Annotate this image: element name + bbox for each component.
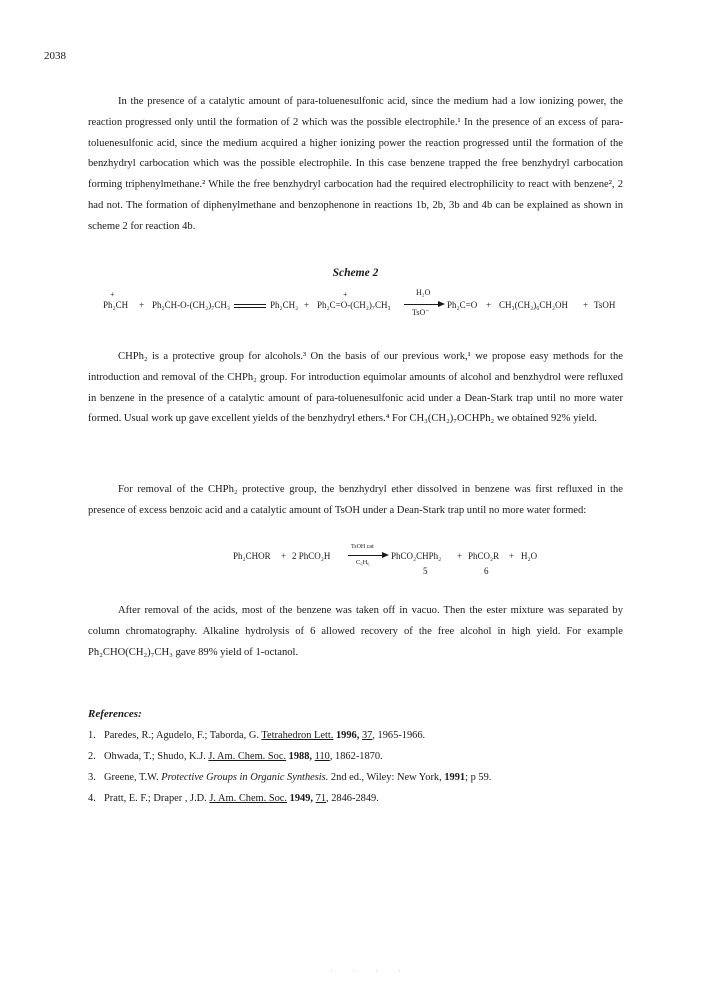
reference-pages: , 1965-1966.: [372, 730, 426, 741]
reference-pages: , 2846-2849.: [326, 793, 379, 804]
reference-pages: , 1862-1870.: [329, 751, 383, 762]
reference-number: 4.: [88, 793, 96, 804]
reference-volume: 110: [314, 751, 330, 762]
reference-year: 1988,: [286, 751, 313, 762]
scheme-reactant-2: Ph₂CH-O-(CH₂)₇CH₃: [152, 300, 231, 310]
eq-arrowhead: [382, 552, 389, 558]
scan-artifact: · · · ·: [330, 967, 410, 976]
eq-reactant-2: 2 PhCO₂H: [292, 551, 331, 561]
arrow-reagent-bottom: TsO⁻: [412, 308, 430, 317]
eq-arrow: [348, 555, 382, 556]
eq-plus-1: +: [281, 551, 287, 561]
scheme-plus-1: +: [139, 300, 145, 310]
equilibrium-arrow-top: [234, 304, 266, 305]
scheme-product-5: TsOH: [594, 300, 616, 310]
reference-year: 1991: [444, 772, 466, 783]
reference-pages: ; p 59.: [465, 772, 492, 783]
references-title: References:: [88, 708, 142, 720]
compound-6-label: 6: [484, 566, 489, 576]
scheme-plus-2: +: [304, 300, 310, 310]
eq-plus-3: +: [509, 551, 515, 561]
eq-arrow-top: TsOH cat: [351, 544, 374, 550]
reference-journal: Tetrahedron Lett.: [261, 730, 334, 741]
reference-authors: Paredes, R.; Agudelo, F.; Taborda, G.: [104, 730, 262, 741]
reference-edition: 2nd ed., Wiley: New York,: [328, 772, 445, 783]
eq-product-3: H₂O: [521, 551, 538, 561]
eq-product-2: PhCO₂R: [468, 551, 500, 561]
reference-authors: Greene, T.W.: [104, 772, 162, 783]
scheme-reactant-1: Ph₂CH: [103, 300, 129, 310]
oxonium-charge: +: [343, 290, 348, 299]
reference-year: 1996,: [333, 730, 360, 741]
carbocation-charge: +: [110, 290, 115, 299]
paragraph-hydrolysis: After removal of the acids, most of the benzene was taken off in vacuo. Then the ester mixture was separated by column chromatography. Alkaline hydrolysis of 6 allowed recovery of the free alcohol in high yield. For example Ph₂CHO(CH₂)₇CH₃ gave 89% yield of 1-octanol.: [88, 605, 623, 658]
paragraph-electrophile: In the presence of a catalytic amount of para-toluenesulfonic acid, since the medium had a low ionizing power, the reaction progressed only until the formation of 2 which was the possible electrophile.¹ In the presence of an excess of para-toluenesulfonic acid, since the medium acquired a higher ionizing power the reaction progressed until the formation of the benzhydryl carbocation which was the possible electrophile. In this case benzene trapped the free benzhydryl carbocation forming triphenylmethane.² While the free benzhydryl carbocation had the required electrophilicity to react with benzene², 2 had not. The formation of diphenylmethane and benzophenone in reactions 1b, 2b, 3b and 4b can be explained as shown in scheme 2 for reaction 4b.: [88, 96, 623, 232]
reference-volume: 37: [361, 730, 373, 741]
hydrolysis-arrowhead: [438, 301, 445, 307]
paragraph-removal: For removal of the CHPh₂ protective group, the benzhydryl ether dissolved in benzene was first refluxed in the presence of excess benzoic acid and a catalytic amount of TsOH under a Dean-Stark trap until no more water formed:: [88, 484, 623, 516]
scheme-product-2: Ph₂C=O-(CH₂)₇CH₃: [317, 300, 391, 310]
page-number: 2038: [44, 50, 66, 62]
scheme-product-3: Ph₂C=O: [447, 300, 478, 310]
compound-5-label: 5: [423, 566, 428, 576]
eq-arrow-bottom: C₆H₆: [356, 559, 370, 566]
reference-volume: 71: [315, 793, 327, 804]
reference-journal: J. Am. Chem. Soc.: [209, 793, 288, 804]
hydrolysis-arrow: [404, 304, 438, 305]
reference-3: [88, 772, 491, 783]
eq-plus-2: +: [457, 551, 463, 561]
reference-number: 1.: [88, 730, 96, 741]
scheme-product-1: Ph₂CH₂: [270, 300, 299, 310]
scheme-title: Scheme 2: [332, 267, 379, 279]
eq-product-1: PhCO₂CHPh₂: [391, 551, 442, 561]
equilibrium-arrow-bottom: [234, 307, 266, 308]
scheme-plus-3: +: [486, 300, 492, 310]
reference-2: [88, 751, 383, 762]
reference-4: [88, 793, 379, 804]
reference-number: 3.: [88, 772, 96, 783]
reference-1: [88, 730, 425, 741]
scheme-plus-4: +: [583, 300, 589, 310]
reference-number: 2.: [88, 751, 96, 762]
reference-authors: Pratt, E. F.; Draper , J.D.: [104, 793, 210, 804]
reference-authors: Ohwada, T.; Shudo, K.J.: [104, 751, 209, 762]
scheme-product-4: CH₃(CH₂)₆CH₂OH: [499, 300, 569, 310]
paragraph-protective-group: CHPh₂ is a protective group for alcohols.³ On the basis of our previous work,¹ we propose easy methods for the introduction and removal of the CHPh₂ group. For introduction equimolar amounts of alcohol and benzhydrol were refluxed in benzene in the presence of a catalytic amount of para-toluenesulfonic acid under a Dean-Stark trap until no more water formed. Usual work up gave excellent yields of the benzhydryl ethers.⁴ For CH₃(CH₂)₇OCHPh₂ we obtained 92% yield.: [88, 351, 623, 425]
eq-reactant-1: Ph₂CHOR: [233, 551, 271, 561]
reference-title: Protective Groups in Organic Synthesis.: [161, 772, 329, 783]
reference-year: 1949,: [287, 793, 314, 804]
arrow-reagent-top: H₂O: [416, 288, 431, 297]
reference-journal: J. Am. Chem. Soc.: [208, 751, 287, 762]
